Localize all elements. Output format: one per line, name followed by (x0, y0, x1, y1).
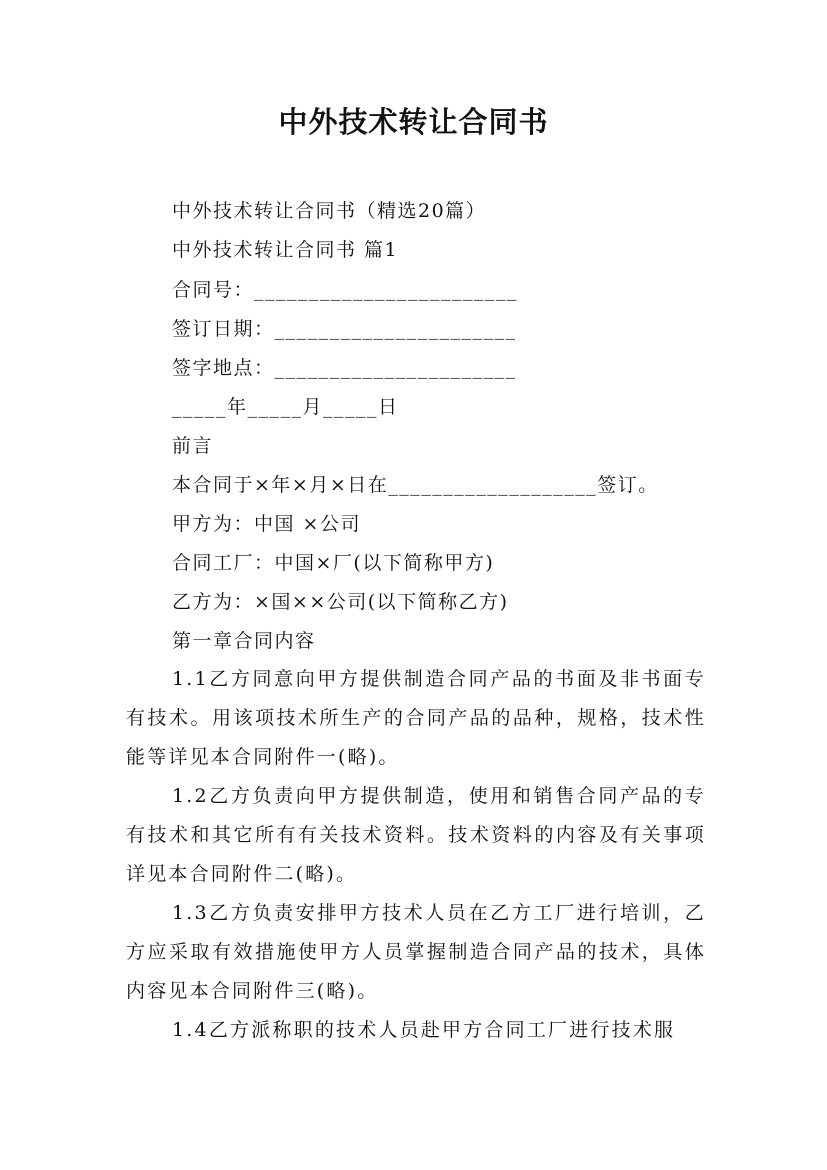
contract-number-line: 合同号：________________________ (172, 279, 519, 301)
clause-text: 1.2乙方负责向甲方提供制造，使用和销售合同产品的专有技术和其它所有有关技术资料。技术资料的内容及有关事项详见本合同附件二(略)。 (126, 785, 706, 885)
signing-place-line: 签字地点：______________________ (172, 357, 517, 379)
clause-paragraph (126, 1011, 706, 1050)
chapter-heading: 第一章合同内容 (172, 630, 316, 652)
preface-text: 本合同于×年×月×日在___________________签订。 (172, 474, 659, 496)
subtitle-line: 中外技术转让合同书（精选20篇） (172, 200, 487, 222)
clause-text: 1.4乙方派称职的技术人员赴甲方合同工厂进行技术服 (172, 1019, 676, 1041)
contract-factory-line: 合同工厂：中国×厂(以下简称甲方) (172, 552, 495, 574)
party-b-line: 乙方为：×国××公司(以下简称乙方) (172, 591, 509, 613)
signing-date-line: 签订日期：______________________ (172, 318, 517, 340)
date-blank-line: _____年_____月_____日 (172, 396, 399, 418)
clause-paragraph (126, 894, 706, 1011)
section-heading: 中外技术转让合同书 篇1 (172, 239, 399, 261)
document-title: 中外技术转让合同书 (278, 105, 549, 139)
clause-text: 1.1乙方同意向甲方提供制造合同产品的书面及非书面专有技术。用该项技术所生产的合同产品的品种，规格，技术性能等详见本合同附件一(略)。 (126, 668, 706, 768)
party-a-line: 甲方为：中国 ×公司 (172, 513, 361, 535)
clause-paragraph (126, 777, 706, 894)
clause-paragraph (126, 660, 706, 777)
preface-heading: 前言 (172, 435, 214, 457)
clause-text: 1.3乙方负责安排甲方技术人员在乙方工厂进行培训，乙方应采取有效措施使甲方人员掌握制造合同产品的技术，具体内容见本合同附件三(略)。 (126, 902, 706, 1002)
